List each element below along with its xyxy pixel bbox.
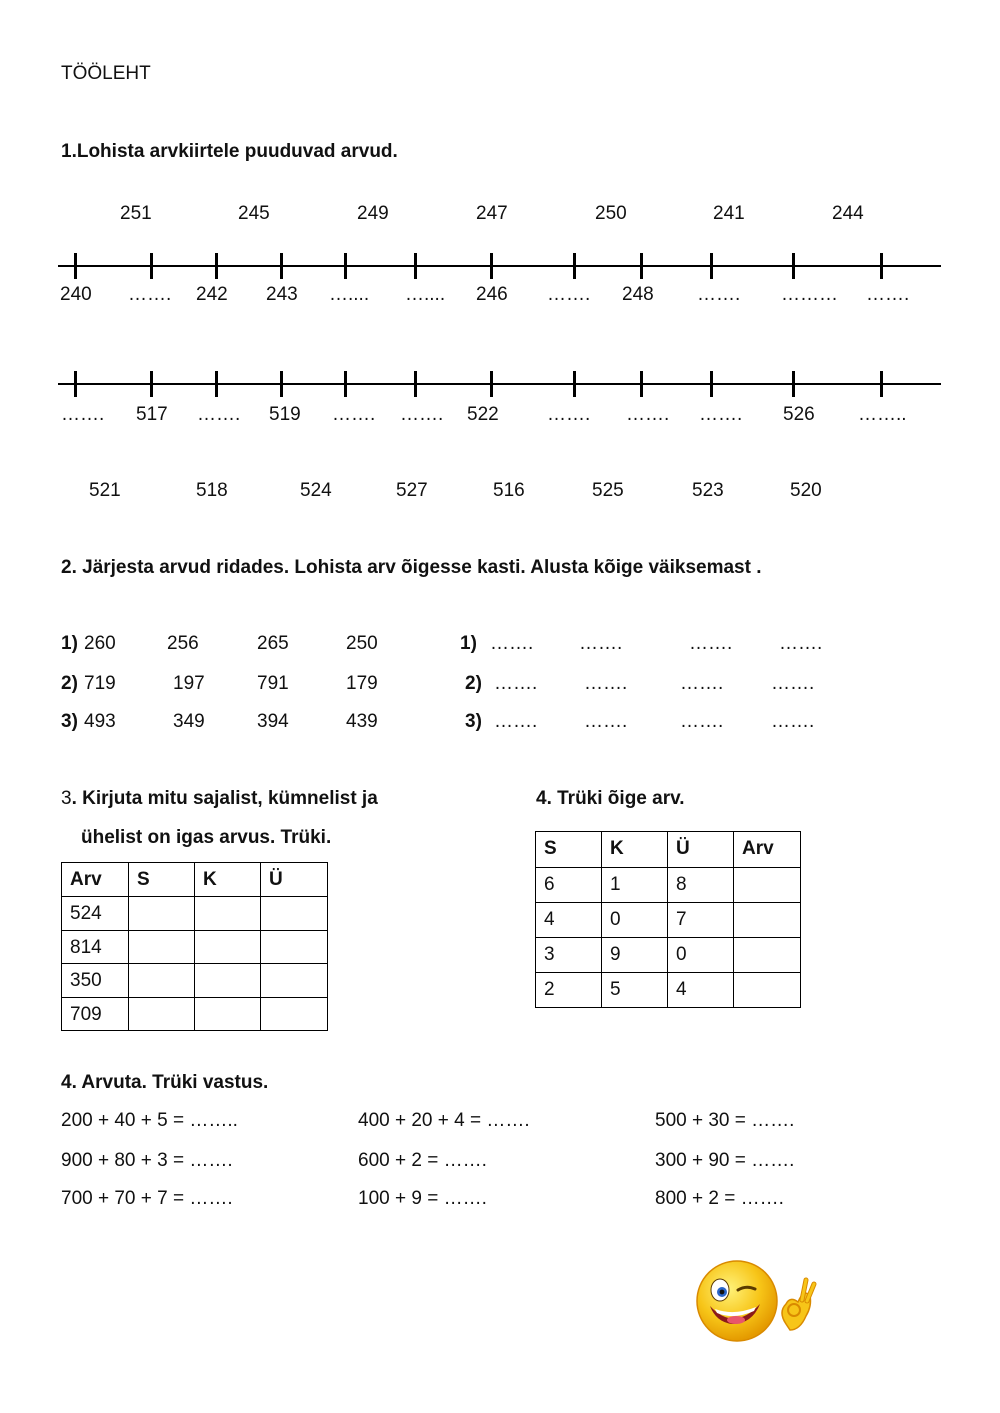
line1-blank[interactable]: …….: [697, 284, 741, 305]
tick-mark: [573, 253, 576, 279]
drag-number[interactable]: 719: [84, 673, 116, 694]
answer-cell[interactable]: [734, 973, 801, 1008]
line1-label: 242: [196, 284, 228, 305]
tick-mark: [710, 371, 713, 397]
table-cell: 4: [668, 973, 734, 1008]
table-header: Arv: [734, 832, 801, 868]
answer-cell[interactable]: [734, 903, 801, 938]
sum-exercise[interactable]: 800 + 2 = …….: [655, 1188, 784, 1209]
tick-mark: [74, 253, 77, 279]
tick-mark: [490, 253, 493, 279]
sum-exercise[interactable]: 900 + 80 + 3 = …….: [61, 1150, 233, 1171]
line1-blank[interactable]: …….: [128, 284, 172, 305]
line1-blank[interactable]: …....: [405, 284, 446, 305]
drag-number[interactable]: 244: [832, 203, 864, 224]
table-header-row: [62, 863, 328, 897]
answer-cell[interactable]: [261, 998, 328, 1031]
drop-blank[interactable]: …….: [584, 673, 628, 694]
tick-mark: [640, 253, 643, 279]
drag-number[interactable]: 179: [346, 673, 378, 694]
drag-number[interactable]: 493: [84, 711, 116, 732]
number-line-axis: [58, 265, 941, 267]
line2-label: 517: [136, 404, 168, 425]
table-header-row: [536, 832, 801, 868]
sum-exercise[interactable]: 200 + 40 + 5 = ……..: [61, 1110, 238, 1131]
tick-mark: [792, 253, 795, 279]
drag-number[interactable]: 349: [173, 711, 205, 732]
answer-cell[interactable]: [261, 931, 328, 964]
line2-blank[interactable]: …….: [332, 404, 376, 425]
line2-blank[interactable]: …….: [699, 404, 743, 425]
page-title: TÖÖLEHT: [61, 63, 151, 84]
row-label: 1): [460, 633, 477, 654]
line2-label: 519: [269, 404, 301, 425]
drag-number[interactable]: 251: [120, 203, 152, 224]
answer-cell[interactable]: [261, 964, 328, 998]
drag-number[interactable]: 247: [476, 203, 508, 224]
answer-cell[interactable]: [195, 964, 261, 998]
tick-mark: [344, 371, 347, 397]
table-row: [536, 903, 801, 938]
table-header: Arv: [62, 863, 129, 897]
drop-blank[interactable]: …….: [771, 673, 815, 694]
tick-mark: [792, 371, 795, 397]
drag-number[interactable]: 516: [493, 480, 525, 501]
drag-number[interactable]: 249: [357, 203, 389, 224]
table-cell: 4: [536, 903, 602, 938]
line2-blank[interactable]: …….: [547, 404, 591, 425]
table-cell: 9: [602, 938, 668, 973]
line2-label: 522: [467, 404, 499, 425]
line2-label: 526: [783, 404, 815, 425]
answer-cell[interactable]: [129, 998, 195, 1031]
answer-cell[interactable]: [129, 964, 195, 998]
table-header: S: [129, 863, 195, 897]
drop-blank[interactable]: …….: [490, 633, 534, 654]
sum-exercise[interactable]: 100 + 9 = …….: [358, 1188, 487, 1209]
table-cell: 7: [668, 903, 734, 938]
line2-blank[interactable]: …….: [626, 404, 670, 425]
drag-number[interactable]: 527: [396, 480, 428, 501]
line2-blank[interactable]: ……..: [858, 404, 907, 425]
tick-mark: [280, 253, 283, 279]
task3-heading-text: . Kirjuta mitu sajalist, kümnelist ja: [71, 788, 378, 809]
tick-mark: [150, 253, 153, 279]
table-row: [62, 897, 328, 931]
task4-heading: 4. Trüki õige arv.: [536, 788, 685, 809]
table-row: [536, 973, 801, 1008]
row-label: 2): [465, 673, 482, 694]
sum-exercise[interactable]: 500 + 30 = …….: [655, 1110, 795, 1131]
drop-blank[interactable]: …….: [779, 633, 823, 654]
drag-number[interactable]: 394: [257, 711, 289, 732]
table-cell: 6: [536, 868, 602, 903]
table-header: Ü: [668, 832, 734, 868]
task3-table: [61, 862, 328, 1031]
table-row: [62, 931, 328, 964]
line1-label: 243: [266, 284, 298, 305]
drop-blank[interactable]: …….: [494, 673, 538, 694]
drag-number[interactable]: 521: [89, 480, 121, 501]
table-cell: 2: [536, 973, 602, 1008]
drag-number[interactable]: 524: [300, 480, 332, 501]
drag-number[interactable]: 439: [346, 711, 378, 732]
drag-number[interactable]: 265: [257, 633, 289, 654]
task4-table: [535, 831, 801, 1008]
line1-blank[interactable]: ………: [781, 284, 838, 305]
drag-number[interactable]: 518: [196, 480, 228, 501]
tick-mark: [215, 253, 218, 279]
table-header: Ü: [261, 863, 328, 897]
line2-blank[interactable]: …….: [197, 404, 241, 425]
drop-blank[interactable]: …….: [689, 633, 733, 654]
drag-number[interactable]: 525: [592, 480, 624, 501]
tick-mark: [880, 371, 883, 397]
table-cell: 0: [602, 903, 668, 938]
line1-blank[interactable]: …….: [547, 284, 591, 305]
drag-number[interactable]: 250: [346, 633, 378, 654]
tick-mark: [215, 371, 218, 397]
line1-label: 240: [60, 284, 92, 305]
answer-cell[interactable]: [195, 998, 261, 1031]
drag-number[interactable]: 197: [173, 673, 205, 694]
table-cell: 8: [668, 868, 734, 903]
table-header: K: [602, 832, 668, 868]
sum-exercise[interactable]: 300 + 90 = …….: [655, 1150, 795, 1171]
drag-number[interactable]: 520: [790, 480, 822, 501]
table-cell: 350: [62, 964, 129, 998]
drop-blank[interactable]: …….: [584, 711, 628, 732]
drag-number[interactable]: 791: [257, 673, 289, 694]
table-row: [62, 964, 328, 998]
answer-cell[interactable]: [129, 931, 195, 964]
answer-cell[interactable]: [129, 897, 195, 931]
tick-mark: [710, 253, 713, 279]
line1-blank[interactable]: …….: [866, 284, 910, 305]
drag-number[interactable]: 260: [84, 633, 116, 654]
tick-mark: [344, 253, 347, 279]
tick-mark: [640, 371, 643, 397]
row-label: 3): [465, 711, 482, 732]
answer-cell[interactable]: [261, 897, 328, 931]
drag-number[interactable]: 241: [713, 203, 745, 224]
drop-blank[interactable]: …….: [494, 711, 538, 732]
line1-label: 246: [476, 284, 508, 305]
task3-heading: [61, 789, 378, 808]
task3-heading-line2: ühelist on igas arvus. Trüki.: [81, 827, 332, 848]
line1-blank[interactable]: …....: [329, 284, 370, 305]
table-cell: 5: [602, 973, 668, 1008]
line2-blank[interactable]: …….: [400, 404, 444, 425]
sum-exercise[interactable]: 700 + 70 + 7 = …….: [61, 1188, 233, 1209]
drag-number[interactable]: 523: [692, 480, 724, 501]
task2-heading: 2. Järjesta arvud ridades. Lohista arv õigesse kasti. Alusta kõige väiksemast .: [61, 557, 762, 578]
tick-mark: [880, 253, 883, 279]
line2-blank[interactable]: …….: [61, 404, 105, 425]
table-row: [62, 998, 328, 1031]
table-row: [536, 938, 801, 973]
table-cell: 0: [668, 938, 734, 973]
table-header: S: [536, 832, 602, 868]
tick-mark: [280, 371, 283, 397]
number-line-axis: [58, 383, 941, 385]
drop-blank[interactable]: …….: [680, 711, 724, 732]
tick-mark: [74, 371, 77, 397]
answer-cell[interactable]: [195, 897, 261, 931]
table-cell: 1: [602, 868, 668, 903]
tick-mark: [150, 371, 153, 397]
row-label: 2): [61, 673, 78, 694]
line1-label: 248: [622, 284, 654, 305]
drag-number[interactable]: 245: [238, 203, 270, 224]
answer-cell[interactable]: [734, 938, 801, 973]
task1-heading: 1.Lohista arvkiirtele puuduvad arvud.: [61, 141, 398, 162]
tick-mark: [573, 371, 576, 397]
table-cell: 814: [62, 931, 129, 964]
table-header: K: [195, 863, 261, 897]
tick-mark: [414, 253, 417, 279]
table-row: [536, 868, 801, 903]
task3-number: 3: [61, 788, 72, 809]
drag-number[interactable]: 250: [595, 203, 627, 224]
sum-exercise[interactable]: 600 + 2 = …….: [358, 1150, 487, 1171]
table-cell: 524: [62, 897, 129, 931]
drop-blank[interactable]: …….: [680, 673, 724, 694]
table-cell: 709: [62, 998, 129, 1031]
row-label: 3): [61, 711, 78, 732]
drag-number[interactable]: 256: [167, 633, 199, 654]
table-cell: 3: [536, 938, 602, 973]
sum-exercise[interactable]: 400 + 20 + 4 = …….: [358, 1110, 530, 1131]
answer-cell[interactable]: [734, 868, 801, 903]
winking-smiley-ok-hand-icon: [694, 1258, 824, 1344]
drop-blank[interactable]: …….: [771, 711, 815, 732]
answer-cell[interactable]: [195, 931, 261, 964]
task5-heading: 4. Arvuta. Trüki vastus.: [61, 1072, 269, 1093]
row-label: 1): [61, 633, 78, 654]
drop-blank[interactable]: …….: [579, 633, 623, 654]
tick-mark: [490, 371, 493, 397]
tick-mark: [414, 371, 417, 397]
